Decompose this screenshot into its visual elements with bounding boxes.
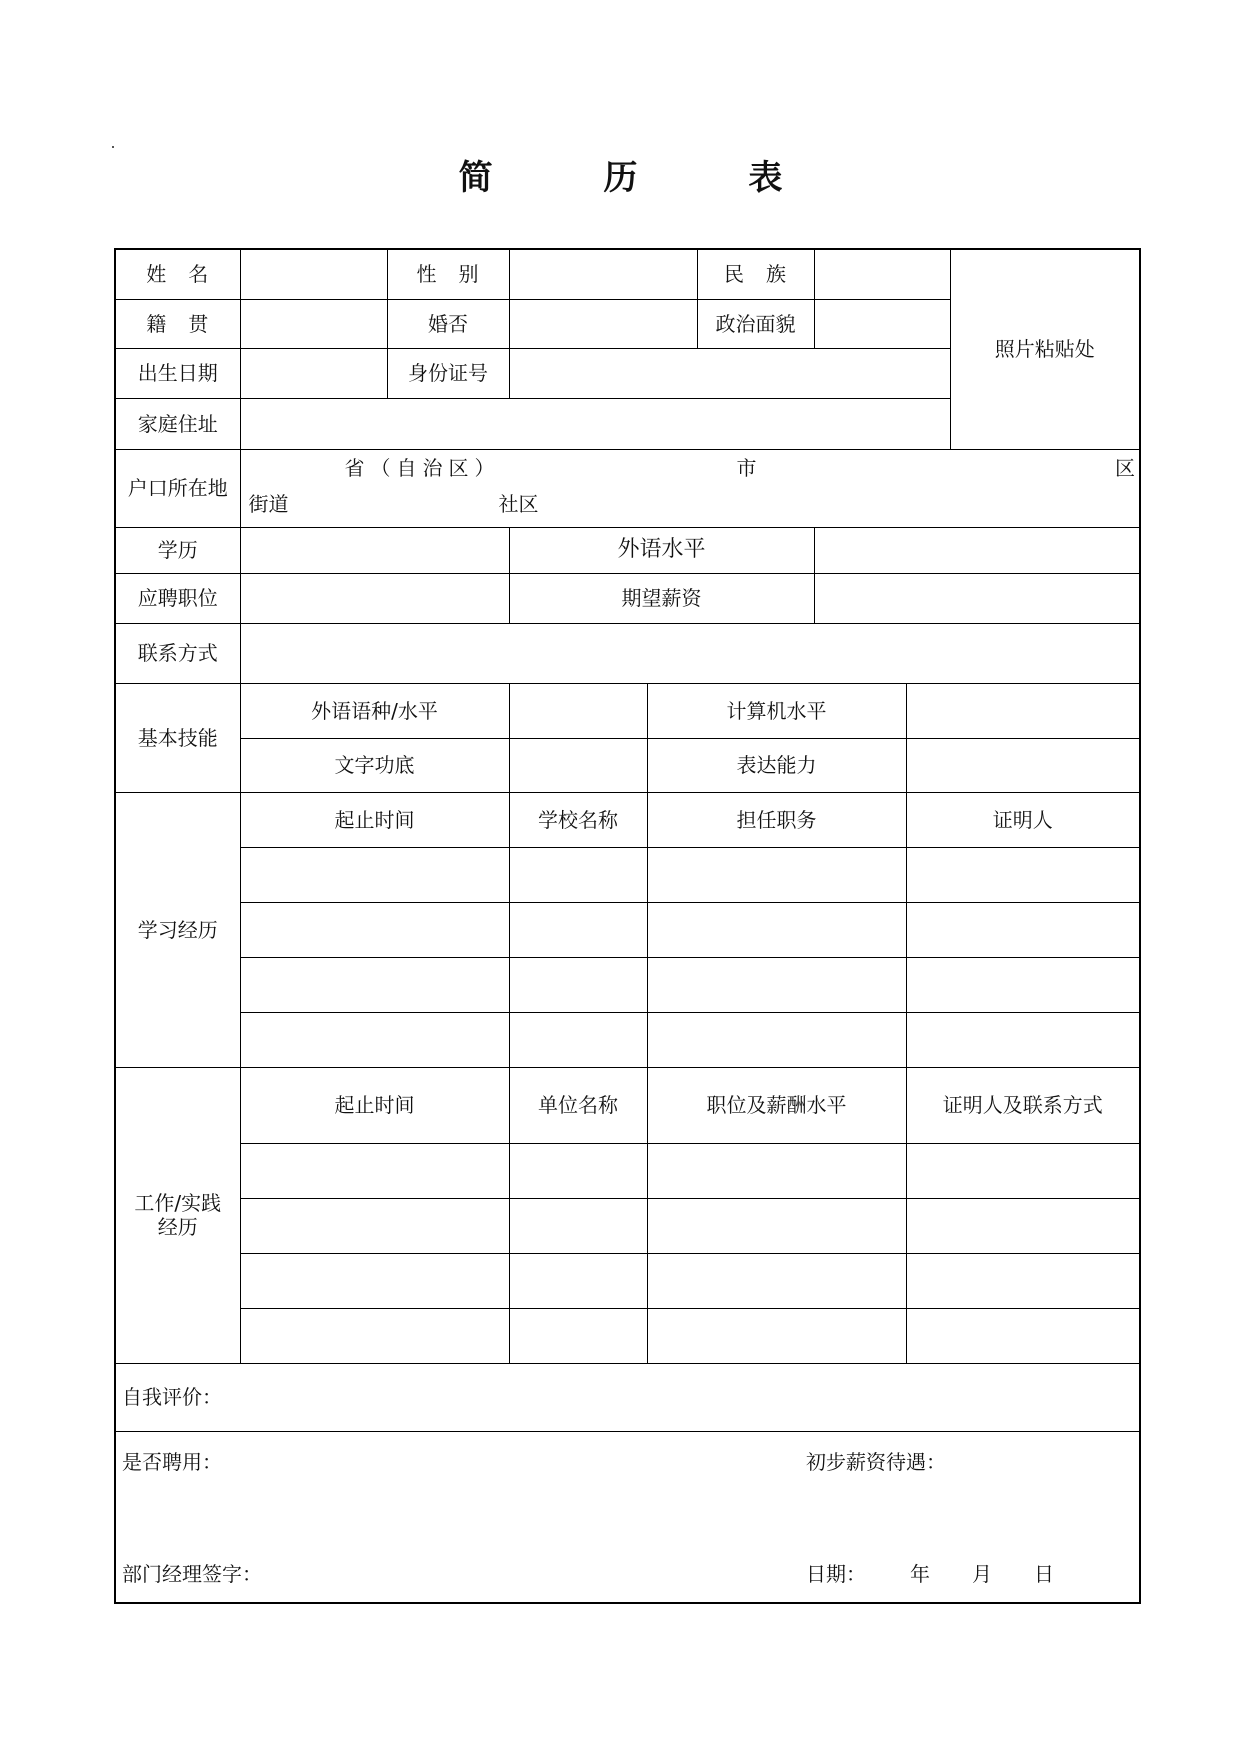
resume-form-table	[114, 248, 1141, 1604]
study-row	[115, 1012, 1140, 1067]
field-home-address[interactable]	[240, 398, 950, 449]
date-day: 日	[1034, 1562, 1054, 1586]
field-writing[interactable]	[509, 738, 647, 792]
field-political[interactable]	[814, 299, 950, 348]
field-ethnicity[interactable]	[814, 249, 950, 299]
label-native-place: 籍 贯	[115, 299, 240, 348]
study-cell[interactable]	[906, 1012, 1140, 1067]
work-cell[interactable]	[647, 1198, 906, 1253]
manager-signature-label: 部门经理签字：	[122, 1562, 262, 1586]
field-expected-salary[interactable]	[814, 573, 1140, 623]
study-cell[interactable]	[509, 1012, 647, 1067]
label-ethnicity: 民 族	[697, 249, 814, 299]
study-header-school: 学校名称	[509, 792, 647, 847]
title-char-1: 简	[458, 158, 493, 198]
study-row	[115, 902, 1140, 957]
work-header-company: 单位名称	[509, 1067, 647, 1143]
label-name: 姓 名	[115, 249, 240, 299]
label-basic-skills: 基本技能	[115, 683, 240, 792]
work-cell[interactable]	[509, 1253, 647, 1308]
initial-salary-label: 初步薪资待遇：	[806, 1449, 946, 1474]
photo-label: 照片粘贴处	[994, 337, 1095, 362]
work-cell[interactable]	[906, 1308, 1140, 1363]
title-char-2: 历	[603, 158, 638, 198]
work-header-position-salary: 职位及薪酬水平	[647, 1067, 906, 1143]
label-id-number: 身份证号	[387, 348, 509, 398]
label-education: 学历	[115, 527, 240, 573]
work-cell[interactable]	[240, 1143, 509, 1198]
label-home-address: 家庭住址	[115, 398, 240, 449]
work-cell[interactable]	[906, 1143, 1140, 1198]
work-cell[interactable]	[647, 1143, 906, 1198]
photo-area[interactable]	[950, 249, 1140, 449]
field-education[interactable]	[240, 527, 509, 573]
study-cell[interactable]	[647, 847, 906, 902]
field-language-level[interactable]	[814, 527, 1140, 573]
hukou-community: 社区	[498, 491, 539, 516]
study-cell[interactable]	[647, 957, 906, 1012]
study-cell[interactable]	[509, 902, 647, 957]
hukou-city: 市	[736, 455, 757, 480]
work-cell[interactable]	[509, 1143, 647, 1198]
work-row	[115, 1253, 1140, 1308]
label-marital: 婚否	[387, 299, 509, 348]
work-row	[115, 1308, 1140, 1363]
study-cell[interactable]	[906, 902, 1140, 957]
label-language-type: 外语语种/水平	[240, 683, 509, 738]
field-name[interactable]	[240, 249, 387, 299]
label-hukou: 户口所在地	[115, 449, 240, 527]
page-title	[0, 150, 1241, 199]
study-cell[interactable]	[509, 957, 647, 1012]
date-year: 年	[910, 1562, 930, 1586]
work-cell[interactable]	[906, 1198, 1140, 1253]
field-expression[interactable]	[906, 738, 1140, 792]
study-cell[interactable]	[647, 1012, 906, 1067]
field-marital[interactable]	[509, 299, 697, 348]
field-computer-level[interactable]	[906, 683, 1140, 738]
label-work-history: 工作/实践经历	[115, 1067, 240, 1363]
self-evaluation[interactable]	[115, 1363, 1140, 1431]
work-cell[interactable]	[647, 1308, 906, 1363]
work-cell[interactable]	[509, 1308, 647, 1363]
label-contact: 联系方式	[115, 623, 240, 683]
hukou-district: 区	[1115, 455, 1136, 480]
field-hukou[interactable]	[240, 449, 1140, 527]
label-gender: 性 别	[387, 249, 509, 299]
study-cell[interactable]	[906, 957, 1140, 1012]
study-row	[115, 847, 1140, 902]
work-header-period: 起止时间	[240, 1067, 509, 1143]
work-cell[interactable]	[647, 1253, 906, 1308]
work-row	[115, 1143, 1140, 1198]
hired-label: 是否聘用：	[122, 1449, 222, 1474]
work-cell[interactable]	[906, 1253, 1140, 1308]
label-expected-salary: 期望薪资	[509, 573, 814, 623]
label-expression: 表达能力	[647, 738, 906, 792]
date-month: 月	[972, 1562, 992, 1586]
self-evaluation-label: 自我评价：	[122, 1385, 222, 1409]
field-id-number[interactable]	[509, 348, 950, 398]
hukou-province: 省（自治区）	[344, 455, 501, 480]
work-header-referee-contact: 证明人及联系方式	[906, 1067, 1140, 1143]
field-native-place[interactable]	[240, 299, 387, 348]
field-language-type[interactable]	[509, 683, 647, 738]
field-contact[interactable]	[240, 623, 1140, 683]
work-cell[interactable]	[240, 1308, 509, 1363]
field-birth-date[interactable]	[240, 348, 387, 398]
hiring-decision-section[interactable]	[115, 1431, 1140, 1603]
study-header-period: 起止时间	[240, 792, 509, 847]
study-header-referee: 证明人	[906, 792, 1140, 847]
study-cell[interactable]	[647, 902, 906, 957]
study-cell[interactable]	[509, 847, 647, 902]
study-cell[interactable]	[906, 847, 1140, 902]
study-cell[interactable]	[240, 847, 509, 902]
work-cell[interactable]	[240, 1253, 509, 1308]
work-cell[interactable]	[509, 1198, 647, 1253]
study-cell[interactable]	[240, 1012, 509, 1067]
study-cell[interactable]	[240, 957, 509, 1012]
label-position: 应聘职位	[115, 573, 240, 623]
label-birth-date: 出生日期	[115, 348, 240, 398]
label-study-history: 学习经历	[115, 792, 240, 1067]
work-cell[interactable]	[240, 1198, 509, 1253]
label-computer-level: 计算机水平	[647, 683, 906, 738]
date-label: 日期：	[806, 1562, 866, 1586]
label-language-level: 外语水平	[509, 527, 814, 573]
study-row	[115, 957, 1140, 1012]
study-header-role: 担任职务	[647, 792, 906, 847]
work-row	[115, 1198, 1140, 1253]
label-political: 政治面貌	[697, 299, 814, 348]
title-char-3: 表	[748, 158, 783, 198]
field-position[interactable]	[240, 573, 509, 623]
study-cell[interactable]	[240, 902, 509, 957]
stray-dot	[112, 146, 114, 148]
field-gender[interactable]	[509, 249, 697, 299]
hukou-street: 街道	[248, 491, 289, 516]
label-writing: 文字功底	[240, 738, 509, 792]
